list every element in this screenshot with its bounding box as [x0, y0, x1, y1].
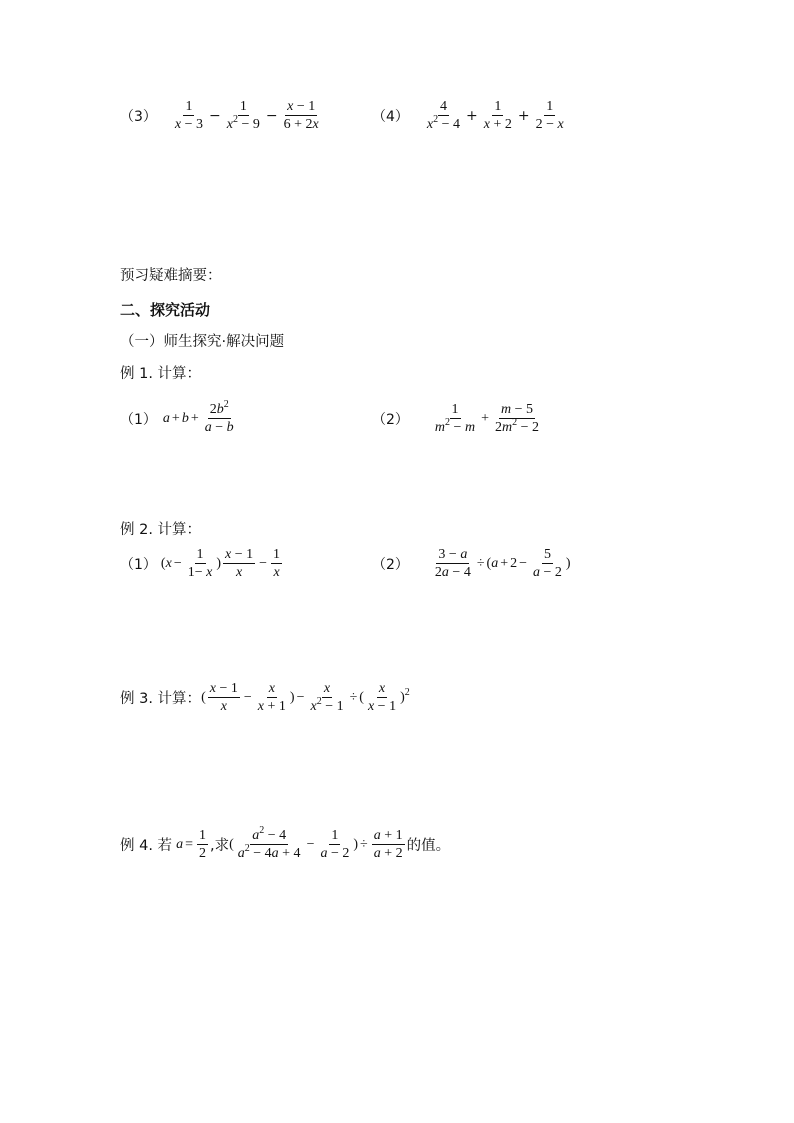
fraction: $\frac{x - 1}{6 + 2x}$	[283, 99, 319, 132]
notes-label: 预习疑难摘要：	[120, 268, 222, 284]
example-3: 例 3. 计算： ( $\frac{x - 1}{x}$ − $\frac{x}{x + 1}$ ) − $\frac{x}{x^2 - 1}$ ÷ ( $\frac{x}{x - 1}$ )$^2$	[120, 681, 410, 714]
fraction: $\frac{1}{2 - x}$	[535, 99, 564, 132]
example-1-problem-1-label: （1）	[120, 411, 157, 428]
example-1-problem-2: （2） $\frac{1}{m^2 - m}$ + $\frac{m - 5}{2m^2 - 2}$	[372, 402, 540, 435]
fraction: $\frac{1}{x + 2}$	[483, 99, 512, 132]
fraction: $\frac{a^2 - 4}{a^2 - 4a + 4}$	[237, 825, 301, 861]
section-subheading: （一）师生探究·解决问题	[120, 334, 285, 350]
example-4-suffix: 的值。	[406, 838, 451, 854]
example-1-problem-2-label: （2）	[372, 411, 409, 428]
problem-4: （4） $\frac{4}{x^2 - 4}$ + $\frac{1}{x + 2}$ + $\frac{1}{2 - x}$	[372, 99, 564, 132]
fraction: $\frac{3 - a}{2a - 4}$	[434, 547, 471, 580]
example-4-prefix: 例 4. 若	[120, 838, 173, 854]
fraction: $\frac{5}{a - 2}$	[533, 547, 562, 580]
example-4: 例 4. 若 a = $\frac{1}{2}$ ,求 ( $\frac{a^2 - 4}{a^2 - 4a + 4}$ − $\frac{1}{a - 2}$ ) ÷ $\frac{a + 1}{a + 2}$ 的值。	[120, 825, 451, 861]
problem-3-label: （3）	[120, 108, 157, 125]
fraction: $\frac{1}{x}$	[273, 547, 281, 580]
fraction: $\frac{2b^2}{a - b}$	[204, 399, 234, 435]
example-2-problem-1: （1） ( x − $\frac{1}{1- x}$ ) $\frac{x - 1}{x}$ − $\frac{1}{x}$	[120, 547, 281, 580]
fraction: $\frac{1}{2}$	[198, 828, 206, 861]
example-3-title: 例 3. 计算：	[120, 691, 202, 707]
fraction: $\frac{x - 1}{x}$	[225, 547, 254, 580]
fraction: $\frac{a + 1}{a + 2}$	[373, 828, 403, 861]
fraction: $\frac{x - 1}{x}$	[209, 681, 238, 714]
example-2-title: 例 2. 计算：	[120, 522, 202, 538]
fraction: $\frac{1}{m^2 - m}$	[434, 402, 476, 435]
fraction: $\frac{4}{x^2 - 4}$	[426, 99, 461, 132]
problem-3: （3） $\frac{1}{x - 3}$ − $\frac{1}{x^2 - 9}$ − $\frac{x - 1}{6 + 2x}$	[120, 99, 319, 132]
fraction: $\frac{x}{x - 1}$	[367, 681, 397, 714]
fraction: $\frac{1}{a - 2}$	[320, 828, 350, 861]
example-1-title: 例 1. 计算：	[120, 366, 202, 382]
fraction: $\frac{1}{1- x}$	[187, 547, 213, 580]
example-2-problem-2: （2） $\frac{3 - a}{2a - 4}$ ÷ ( a + 2 − $\frac{5}{a - 2}$ )	[372, 547, 571, 580]
example-2-problem-2-label: （2）	[372, 556, 409, 573]
section-heading: 二、探究活动	[120, 301, 211, 319]
problem-4-label: （4）	[372, 108, 409, 125]
fraction: $\frac{x}{x + 1}$	[257, 681, 286, 714]
fraction: $\frac{x}{x^2 - 1}$	[310, 681, 344, 714]
fraction: $\frac{m - 5}{2m^2 - 2}$	[494, 402, 540, 435]
example-2-problem-1-label: （1）	[120, 556, 157, 573]
example-1-problem-1: （1） a + b + $\frac{2b^2}{a - b}$	[120, 399, 234, 435]
fraction: $\frac{1}{x^2 - 9}$	[226, 99, 260, 132]
example-4-mid: ,求	[209, 838, 230, 854]
fraction: $\frac{1}{x - 3}$	[174, 99, 204, 132]
